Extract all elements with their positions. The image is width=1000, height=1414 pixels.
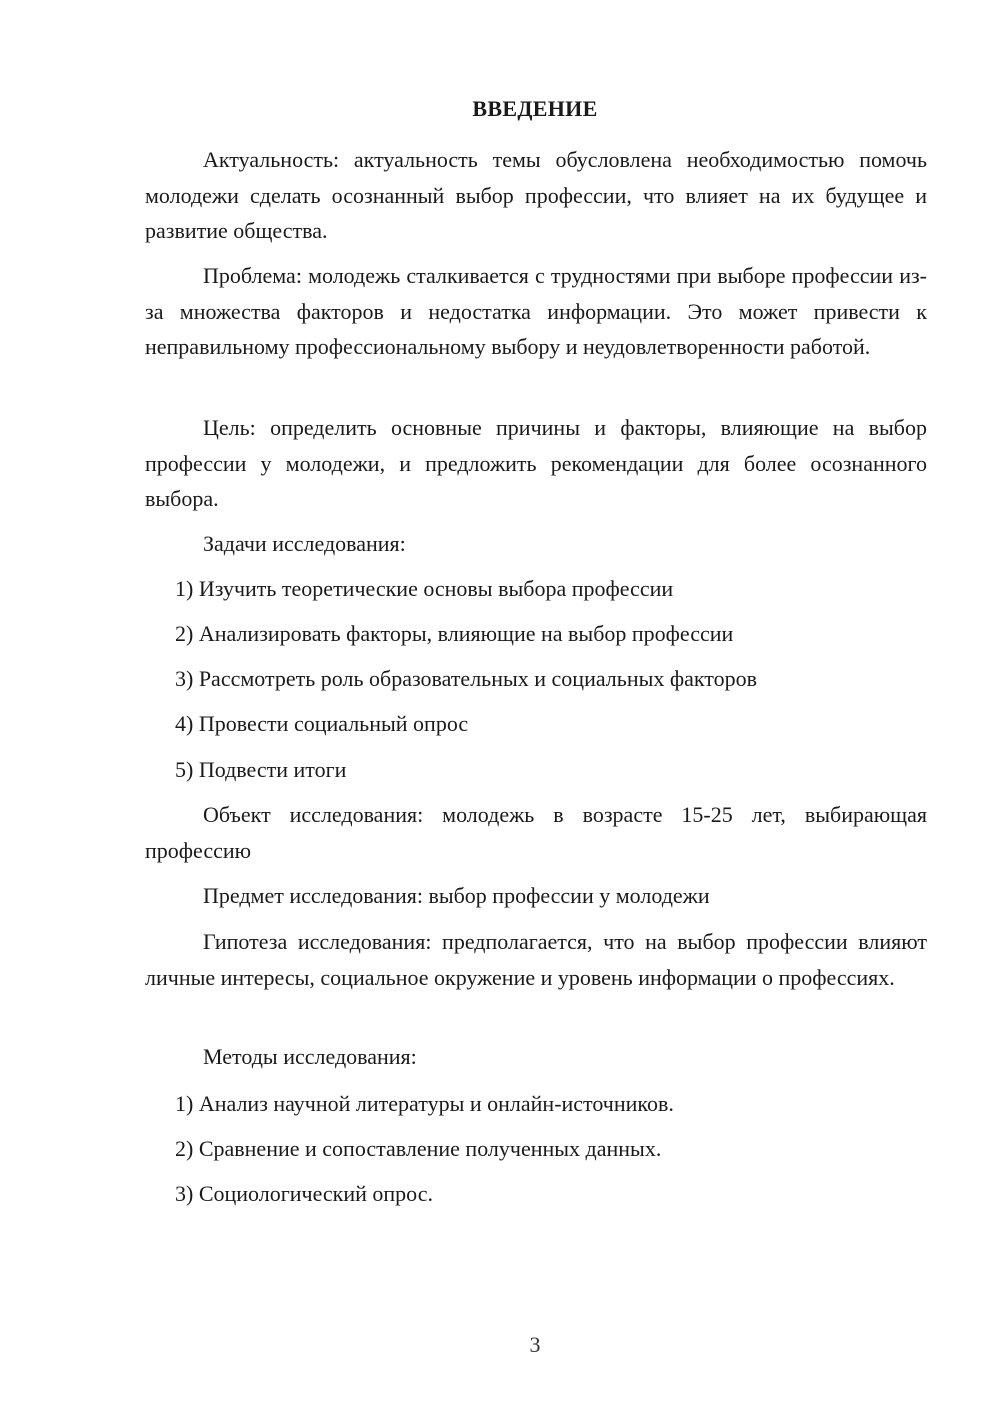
task-item: 4) Провести социальный опрос bbox=[175, 711, 469, 736]
methods-heading: Методы исследования: bbox=[203, 1044, 417, 1069]
task-item: 3) Рассмотреть роль образовательных и социальных факторов bbox=[175, 666, 758, 691]
object-paragraph: Объект исследования: молодежь в возрасте 15-25 лет, выбирающая профессию bbox=[145, 802, 927, 863]
tasks-heading: Задачи исследования: bbox=[203, 531, 406, 556]
subject-paragraph: Предмет исследования: выбор профессии у молодежи bbox=[203, 883, 710, 908]
method-item: 2) Сравнение и сопоставление полученных данных. bbox=[175, 1136, 662, 1161]
hypothesis-paragraph: Гипотеза исследования: предполагается, что на выбор профессии влияют личные интересы, социальное окружение и уровень информации о профессиях. bbox=[145, 929, 927, 990]
problem-paragraph: Проблема: молодежь сталкивается с трудностями при выборе профессии из-за множества факторов и недостатка информации. Это может привести к неправильному профессиональному выбору и неудовлетворенности работой. bbox=[145, 263, 927, 359]
task-item: 2) Анализировать факторы, влияющие на выбор профессии bbox=[175, 621, 734, 646]
method-item: 3) Социологический опрос. bbox=[175, 1181, 433, 1206]
relevance-paragraph: Актуальность: актуальность темы обусловлена необходимостью помочь молодежи сделать осознанный выбор профессии, что влияет на их будущее и развитие общества. bbox=[145, 147, 927, 243]
method-item: 1) Анализ научной литературы и онлайн-источников. bbox=[175, 1091, 674, 1116]
task-item: 1) Изучить теоретические основы выбора профессии bbox=[175, 576, 674, 601]
task-item: 5) Подвести итоги bbox=[175, 757, 347, 782]
section-title: ВВЕДЕНИЕ bbox=[472, 96, 598, 121]
goal-paragraph: Цель: определить основные причины и факторы, влияющие на выбор профессии у молодежи, и предложить рекомендации для более осознанного выбора. bbox=[145, 415, 927, 511]
page-number: 3 bbox=[529, 1332, 541, 1357]
